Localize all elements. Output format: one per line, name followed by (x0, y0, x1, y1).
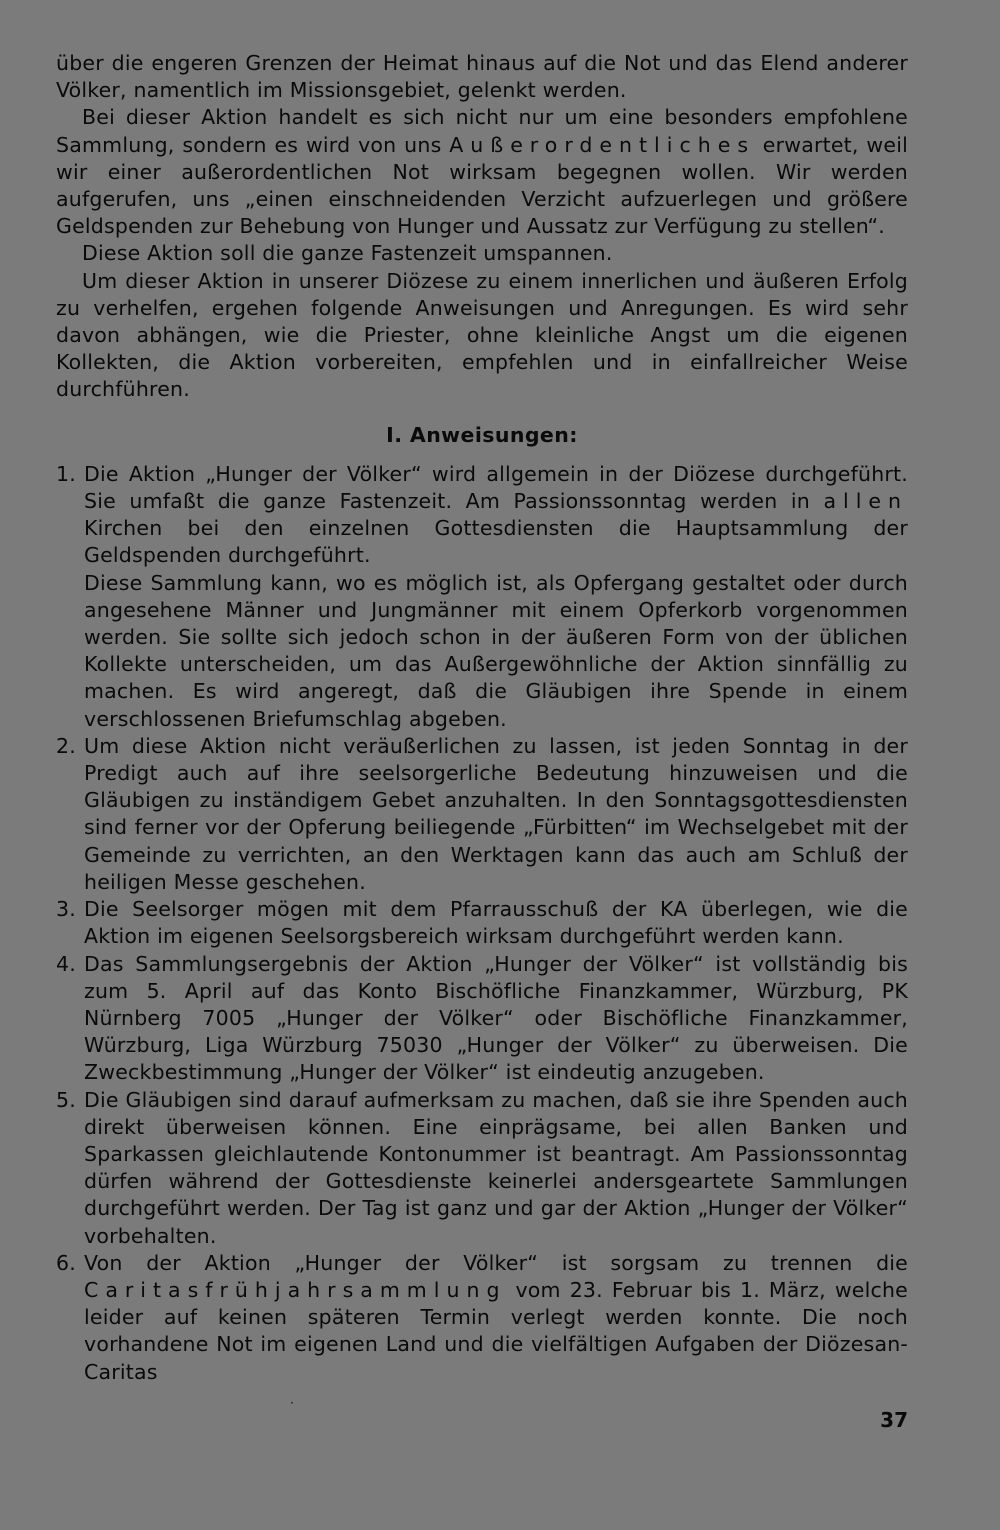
page-number: 37 (880, 1408, 908, 1432)
item-number: 3. (56, 897, 76, 922)
paragraph: Um dieser Aktion in unserer Diözese zu einem innerlichen und äußeren Erfolg zu verhelfen, ergehen folgende Anweisungen und Anregungen. Es wird sehr davon abhängen, wie die Priester, ohne kleinliche Angst um die eigenen Kollekten, die Aktion vorbereiten, empfehlen und in einfallreicher Weise durchführen. (56, 268, 908, 402)
paragraph-continued: über die engeren Grenzen der Heimat hinaus auf die Not und das Elend anderer Völker, namentlich im Missionsgebiet, gelenkt werden. (56, 51, 908, 103)
emphasized-word: Außerordentliches (449, 132, 755, 157)
item-number: 4. (56, 951, 76, 976)
emphasized-word: Caritasfrühjahrsammlung (84, 1277, 507, 1302)
print-speck: · (290, 1396, 294, 1410)
list-item: 5. Die Gläubigen sind darauf aufmerksam zu machen, daß sie ihre Spenden auch direkt überweisen können. Eine einprägsame, bei allen Banken und Sparkassen gleichlautende Kontonummer ist beantragt. Am Passionssonntag dürfen während der Gottesdienste keinerlei andersgeartete Sammlungen durchgeführt werden. Der Tag ist ganz und gar der Aktion „Hunger der Völker“ vorbehalten. (56, 1087, 908, 1248)
list-item: 6. Von der Aktion „Hunger der Völker“ ist sorgsam zu trennen die Caritasfrühjahrsammlung vom 23. Februar bis 1. März, welche leider auf keinen späteren Termin verlegt werden konnte. Die noch vorhandene Not im eigenen Land und die vielfältigen Aufgaben der Diözesan-Caritas (56, 1250, 908, 1384)
list-item: 4. Das Sammlungsergebnis der Aktion „Hunger der Völker“ ist vollständig bis zum 5. April auf das Konto Bischöfliche Finanzkammer, Würzburg, PK Nürnberg 7005 „Hunger der Völker“ oder Bischöfliche Finanzkammer, Würzburg, Liga Würzburg 75030 „Hunger der Völker“ zu überweisen. Die Zweckbestimmung „Hunger der Völker“ ist eindeutig anzugeben. (56, 951, 908, 1085)
list-item: 3. Die Seelsorger mögen mit dem Pfarrausschuß der KA überlegen, wie die Aktion im eigenen Seelsorgsbereich wirksam durchgeführt werden kann. (56, 897, 908, 949)
emphasized-word: allen (823, 489, 908, 514)
item-number: 2. (56, 733, 76, 758)
paragraph: Diese Aktion soll die ganze Fastenzeit umspannen. (82, 241, 613, 266)
list-item: 1. Die Aktion „Hunger der Völker“ wird allgemein in der Diözese durchgeführt. Sie umfaßt die ganze Fastenzeit. Am Passionssonntag werden in allen Kirchen bei den einzelnen Gottesdiensten die Hauptsammlung der Geldspenden durchgeführt. Diese Sammlung kann, wo es möglich ist, als Opfergang gestaltet oder durch angesehene Männer und Jungmänner mit einem Opferkorb vorgenommen werden. Sie sollte sich jedoch schon in der äußeren Form von der üblichen Kollekte unterscheiden, um das Außergewöhnliche der Aktion sinnfällig zu machen. Es wird angeregt, daß die Gläubigen ihre Spende in einem verschlossenen Briefumschlag abgeben. (56, 461, 908, 731)
item-number: 1. (56, 461, 76, 486)
item-number: 5. (56, 1087, 76, 1112)
body-text (56, 50, 908, 1386)
item-number: 6. (56, 1250, 76, 1275)
list-item: 2. Um diese Aktion nicht veräußerlichen zu lassen, ist jeden Sonntag in der Predigt auch auf ihre seelsorgerliche Bedeutung hinzuweisen und die Gläubigen zu inständigem Gebet anzuhalten. In den Sonntagsgottesdiensten sind ferner vor der Opferung beiliegende „Fürbitten“ im Wechselgebet mit der Gemeinde zu verrichten, an den Werktagen kann das auch am Schluß der heiligen Messe geschehen. (56, 733, 908, 894)
instruction-list (56, 461, 908, 1386)
paragraph: Bei dieser Aktion handelt es sich nicht nur um eine besonders empfohlene Sammlung, sondern es wird von uns Außerordentliches erwartet, weil wir einer außerordentlichen Not wirksam begegnen wollen. Wir werden aufgerufen, uns „einen einschneidenden Verzicht aufzuerlegen und größere Geldspenden zur Behebung von Hunger und Aussatz zur Verfügung zu stellen“. (56, 105, 908, 239)
section-heading: I. Anweisungen: (386, 422, 578, 447)
